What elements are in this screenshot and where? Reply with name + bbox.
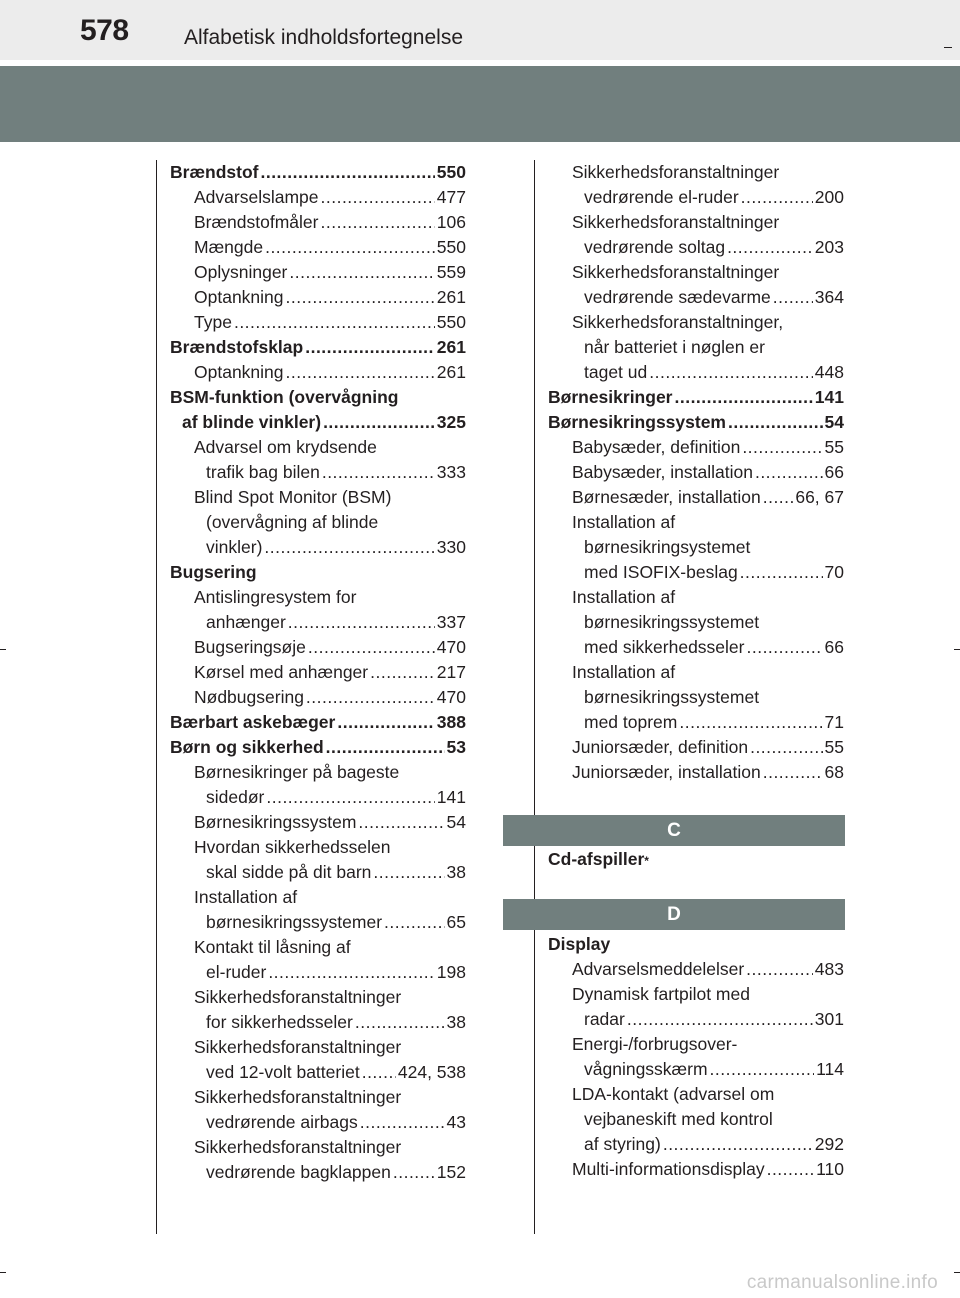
index-entry bbox=[170, 660, 466, 685]
entry-text: Dynamisk fartpilot med bbox=[572, 984, 750, 1004]
entry-text: for sikkerhedsseler bbox=[206, 1012, 353, 1032]
column-divider-left bbox=[156, 160, 157, 1234]
entry-page: 66 bbox=[824, 462, 844, 482]
entry-page: 198 bbox=[436, 962, 466, 982]
index-entry bbox=[548, 1132, 844, 1157]
entry-page: 71 bbox=[824, 712, 844, 732]
index-entry bbox=[548, 685, 844, 710]
index-entry bbox=[170, 360, 466, 385]
crop-mark bbox=[0, 1272, 6, 1273]
crop-mark bbox=[0, 649, 6, 650]
dot-leader bbox=[355, 1010, 445, 1035]
entry-text: Babysæder, definition bbox=[572, 437, 741, 457]
entry-text: vinkler) bbox=[206, 537, 263, 557]
index-entry bbox=[170, 485, 466, 510]
index-entry bbox=[170, 160, 466, 185]
entry-text: Installation af bbox=[572, 512, 676, 532]
column-divider-right bbox=[534, 160, 535, 1234]
index-entry bbox=[548, 735, 844, 760]
entry-text: radar bbox=[584, 1009, 625, 1029]
index-entry bbox=[548, 285, 844, 310]
index-entry bbox=[170, 860, 466, 885]
index-column-left bbox=[170, 160, 466, 1185]
dot-leader bbox=[362, 1060, 396, 1085]
dot-leader bbox=[755, 460, 823, 485]
dot-leader bbox=[384, 910, 445, 935]
entry-text: af styring) bbox=[584, 1134, 661, 1154]
index-entry bbox=[548, 635, 844, 660]
crop-mark bbox=[954, 649, 960, 650]
dot-leader bbox=[627, 1007, 813, 1032]
dot-leader bbox=[742, 435, 822, 460]
entry-text: børnesikringssystemet bbox=[584, 612, 760, 632]
entry-page: 483 bbox=[814, 959, 844, 979]
index-entry bbox=[548, 535, 844, 560]
entry-text: Energi-/forbrugsover- bbox=[572, 1034, 738, 1054]
entry-text: børnesikringssystemet bbox=[584, 687, 760, 707]
index-entry bbox=[548, 932, 844, 957]
entry-text: Kørsel med anhænger bbox=[194, 662, 369, 682]
entry-text: Advarselslampe bbox=[194, 187, 319, 207]
page-number: 578 bbox=[80, 14, 129, 47]
dot-leader bbox=[393, 1160, 435, 1185]
index-entry bbox=[548, 610, 844, 635]
index-entry bbox=[170, 335, 466, 360]
entry-text: Bærbart askebæger bbox=[170, 712, 336, 732]
index-entry bbox=[170, 1035, 466, 1060]
entry-text: Sikkerhedsforanstaltninger bbox=[194, 987, 402, 1007]
entry-text: Kontakt til låsning af bbox=[194, 937, 351, 957]
entry-text: Sikkerhedsforanstaltninger bbox=[572, 162, 780, 182]
entry-text: Børnesæder, installation bbox=[572, 487, 761, 507]
entry-text: Bugsering bbox=[170, 562, 257, 582]
entry-text: børnesikringsystemet bbox=[584, 537, 751, 557]
entry-page: 550 bbox=[436, 312, 466, 332]
index-entry bbox=[170, 185, 466, 210]
entry-text: Multi-informationsdisplay bbox=[572, 1159, 765, 1179]
dot-leader bbox=[286, 360, 435, 385]
section-d-entries bbox=[548, 932, 844, 1182]
dot-leader bbox=[326, 735, 445, 760]
index-entry bbox=[548, 310, 844, 335]
entry-text: Installation af bbox=[572, 662, 676, 682]
entry-text: Brændstofsklap bbox=[170, 337, 304, 357]
dot-leader bbox=[727, 235, 813, 260]
dot-leader bbox=[286, 285, 435, 310]
dot-leader bbox=[763, 760, 823, 785]
entry-text: vedrørende soltag bbox=[584, 237, 726, 257]
index-entry bbox=[170, 210, 466, 235]
entry-text: Børnesikringer på bageste bbox=[194, 762, 400, 782]
index-entry bbox=[170, 310, 466, 335]
entry-text: anhænger bbox=[206, 612, 286, 632]
index-entry bbox=[548, 210, 844, 235]
entry-text: Display bbox=[548, 934, 611, 954]
entry-page: 292 bbox=[814, 1134, 844, 1154]
dot-leader bbox=[321, 210, 435, 235]
entry-page: 114 bbox=[816, 1059, 844, 1079]
dot-leader bbox=[308, 635, 435, 660]
index-entry bbox=[170, 1010, 466, 1035]
index-entry bbox=[170, 910, 466, 935]
entry-text: Type bbox=[194, 312, 232, 332]
index-entry bbox=[170, 235, 466, 260]
entry-page: 550 bbox=[436, 162, 466, 182]
index-entry bbox=[548, 510, 844, 535]
index-entry bbox=[170, 760, 466, 785]
entry-page: 559 bbox=[436, 262, 466, 282]
dot-leader bbox=[710, 1057, 815, 1082]
index-entry bbox=[170, 410, 466, 435]
index-entry bbox=[548, 760, 844, 785]
entry-text: Sikkerhedsforanstaltninger bbox=[194, 1137, 402, 1157]
crop-mark bbox=[944, 47, 952, 48]
entry-page: 261 bbox=[436, 337, 466, 357]
entry-text: børnesikringssystemer bbox=[206, 912, 383, 932]
index-entry bbox=[170, 610, 466, 635]
dot-leader bbox=[763, 485, 794, 510]
entry-page: 43 bbox=[446, 1112, 466, 1132]
entry-text: (overvågning af blinde bbox=[206, 512, 379, 532]
entry-text: Brændstof bbox=[170, 162, 259, 182]
header-band bbox=[0, 66, 960, 142]
entry-text: vedrørende airbags bbox=[206, 1112, 358, 1132]
index-entry bbox=[170, 285, 466, 310]
index-entry bbox=[170, 935, 466, 960]
index-entry bbox=[170, 560, 466, 585]
dot-leader bbox=[360, 1110, 445, 1135]
entry-text: LDA-kontakt (advarsel om bbox=[572, 1084, 775, 1104]
entry-page: 470 bbox=[436, 637, 466, 657]
dot-leader bbox=[358, 810, 444, 835]
dot-leader bbox=[305, 335, 435, 360]
entry-text: Cd-afspiller bbox=[548, 849, 645, 869]
dot-leader bbox=[649, 360, 813, 385]
entry-text: Børnesikringer bbox=[548, 387, 673, 407]
entry-page: 448 bbox=[814, 362, 844, 382]
page-title: Alfabetisk indholdsfortegnelse bbox=[184, 26, 464, 49]
index-entry bbox=[548, 1107, 844, 1132]
index-entry bbox=[170, 885, 466, 910]
dot-leader bbox=[322, 460, 435, 485]
dot-leader bbox=[264, 535, 434, 560]
dot-leader bbox=[746, 957, 813, 982]
dot-leader bbox=[289, 260, 434, 285]
entry-page: 388 bbox=[436, 712, 466, 732]
index-entry bbox=[170, 260, 466, 285]
dot-leader bbox=[773, 285, 813, 310]
entry-text: Bugseringsøje bbox=[194, 637, 306, 657]
entry-page: 66 bbox=[824, 637, 844, 657]
entry-page: 54 bbox=[824, 412, 844, 432]
dot-leader bbox=[679, 710, 822, 735]
entry-text: af blinde vinkler) bbox=[182, 412, 322, 432]
index-entry bbox=[170, 1160, 466, 1185]
entry-text: Børnesikringssystem bbox=[548, 412, 726, 432]
dot-leader bbox=[728, 410, 823, 435]
entry-page: 68 bbox=[824, 762, 844, 782]
entry-page: 470 bbox=[436, 687, 466, 707]
index-entry bbox=[170, 835, 466, 860]
entry-text: med ISOFIX-beslag bbox=[584, 562, 738, 582]
entry-text: Advarsel om krydsende bbox=[194, 437, 377, 457]
entry-text: Sikkerhedsforanstaltninger bbox=[194, 1087, 402, 1107]
entry-text: Optankning bbox=[194, 287, 284, 307]
dot-leader bbox=[663, 1132, 813, 1157]
index-entry bbox=[170, 735, 466, 760]
index-entry bbox=[548, 660, 844, 685]
index-entry bbox=[170, 385, 466, 410]
entry-page: 38 bbox=[446, 1012, 466, 1032]
index-entry bbox=[548, 982, 844, 1007]
entry-page: 337 bbox=[436, 612, 466, 632]
index-entry bbox=[170, 435, 466, 460]
index-entry bbox=[548, 160, 844, 185]
index-entry bbox=[170, 685, 466, 710]
entry-text: Sikkerhedsforanstaltninger, bbox=[572, 312, 784, 332]
entry-page: 261 bbox=[436, 287, 466, 307]
index-entry bbox=[170, 1135, 466, 1160]
entry-text: Brændstofmåler bbox=[194, 212, 319, 232]
entry-page: 424, 538 bbox=[397, 1062, 466, 1082]
index-entry bbox=[548, 485, 844, 510]
entry-text: Juniorsæder, definition bbox=[572, 737, 749, 757]
dot-leader bbox=[337, 710, 434, 735]
entry-page: 217 bbox=[436, 662, 466, 682]
index-entry bbox=[170, 785, 466, 810]
index-entry bbox=[170, 585, 466, 610]
dot-leader bbox=[767, 1157, 815, 1182]
index-entry bbox=[170, 1085, 466, 1110]
index-entry bbox=[548, 235, 844, 260]
index-entry bbox=[548, 1007, 844, 1032]
entry-page: 364 bbox=[814, 287, 844, 307]
index-entry bbox=[548, 957, 844, 982]
entry-text: vejbaneskift med kontrol bbox=[584, 1109, 773, 1129]
entry-text: Babysæder, installation bbox=[572, 462, 753, 482]
dot-leader bbox=[323, 410, 435, 435]
index-entry bbox=[170, 960, 466, 985]
index-entry bbox=[170, 635, 466, 660]
index-entry bbox=[548, 1082, 844, 1107]
entry-text: Antislingresystem for bbox=[194, 587, 357, 607]
entry-page: 301 bbox=[814, 1009, 844, 1029]
index-entry bbox=[548, 1157, 844, 1182]
index-entry bbox=[548, 585, 844, 610]
dot-leader bbox=[321, 185, 435, 210]
entry-text: vedrørende bagklappen bbox=[206, 1162, 391, 1182]
entry-page: 152 bbox=[436, 1162, 466, 1182]
dot-leader bbox=[260, 160, 434, 185]
entry-text: med sikkerhedsseler bbox=[584, 637, 745, 657]
index-entry bbox=[548, 260, 844, 285]
entry-text: Optankning bbox=[194, 362, 284, 382]
entry-page: 55 bbox=[824, 437, 844, 457]
entry-page: 53 bbox=[446, 737, 466, 757]
index-entry bbox=[548, 1032, 844, 1057]
dot-leader bbox=[370, 660, 435, 685]
entry-page: 261 bbox=[436, 362, 466, 382]
index-entry bbox=[548, 435, 844, 460]
entry-text: Sikkerhedsforanstaltninger bbox=[194, 1037, 402, 1057]
entry-page: 330 bbox=[436, 537, 466, 557]
index-column-right bbox=[548, 160, 844, 785]
dot-leader bbox=[373, 860, 444, 885]
entry-page: 66, 67 bbox=[795, 487, 844, 507]
entry-text: når batteriet i nøglen er bbox=[584, 337, 765, 357]
index-entry bbox=[170, 510, 466, 535]
dot-leader bbox=[674, 385, 812, 410]
entry-page: 106 bbox=[436, 212, 466, 232]
dot-leader bbox=[750, 735, 822, 760]
entry-text: Installation af bbox=[572, 587, 676, 607]
index-entry bbox=[170, 460, 466, 485]
entry-page: 38 bbox=[446, 862, 466, 882]
entry-text: Sikkerhedsforanstaltninger bbox=[572, 262, 780, 282]
section-c-entries bbox=[548, 847, 844, 872]
index-entry bbox=[548, 385, 844, 410]
entry-text: Blind Spot Monitor (BSM) bbox=[194, 487, 392, 507]
entry-text: Børnesikringssystem bbox=[194, 812, 357, 832]
entry-text: Sikkerhedsforanstaltninger bbox=[572, 212, 780, 232]
entry-text: taget ud bbox=[584, 362, 648, 382]
index-entry bbox=[170, 1060, 466, 1085]
entry-page: 200 bbox=[814, 187, 844, 207]
index-entry bbox=[548, 185, 844, 210]
entry-text: Advarselsmeddelelser bbox=[572, 959, 745, 979]
entry-footnote-mark: * bbox=[644, 854, 649, 868]
dot-leader bbox=[234, 310, 435, 335]
index-entry bbox=[170, 710, 466, 735]
entry-text: Børn og sikkerhed bbox=[170, 737, 324, 757]
dot-leader bbox=[266, 785, 434, 810]
entry-text: trafik bag bilen bbox=[206, 462, 320, 482]
dot-leader bbox=[306, 685, 435, 710]
dot-leader bbox=[268, 960, 434, 985]
entry-text: vedrørende sædevarme bbox=[584, 287, 771, 307]
entry-text: Hvordan sikkerhedsselen bbox=[194, 837, 391, 857]
entry-text: Nødbugsering bbox=[194, 687, 304, 707]
entry-page: 70 bbox=[824, 562, 844, 582]
entry-text: Installation af bbox=[194, 887, 298, 907]
index-entry bbox=[548, 847, 844, 872]
entry-page: 141 bbox=[814, 387, 844, 407]
entry-page: 477 bbox=[436, 187, 466, 207]
section-letter-d: D bbox=[503, 899, 845, 930]
index-entry bbox=[170, 535, 466, 560]
watermark: carmanualsonline.info bbox=[746, 1272, 938, 1293]
entry-text: ved 12-volt batteriet bbox=[206, 1062, 360, 1082]
index-entry bbox=[170, 810, 466, 835]
dot-leader bbox=[740, 560, 823, 585]
index-entry bbox=[170, 985, 466, 1010]
index-entry bbox=[548, 460, 844, 485]
index-entry bbox=[548, 560, 844, 585]
dot-leader bbox=[288, 610, 435, 635]
entry-text: vågningsskærm bbox=[584, 1059, 708, 1079]
entry-page: 110 bbox=[816, 1159, 844, 1179]
dot-leader bbox=[741, 185, 813, 210]
entry-text: BSM-funktion (overvågning bbox=[170, 387, 399, 407]
entry-text: Oplysninger bbox=[194, 262, 288, 282]
index-entry bbox=[170, 1110, 466, 1135]
entry-page: 325 bbox=[436, 412, 466, 432]
entry-page: 550 bbox=[436, 237, 466, 257]
section-letter-c: C bbox=[503, 815, 845, 846]
entry-page: 203 bbox=[814, 237, 844, 257]
entry-text: sidedør bbox=[206, 787, 265, 807]
dot-leader bbox=[746, 635, 822, 660]
dot-leader bbox=[265, 235, 435, 260]
index-entry bbox=[548, 710, 844, 735]
entry-page: 333 bbox=[436, 462, 466, 482]
crop-mark bbox=[954, 1272, 960, 1273]
entry-text: Mængde bbox=[194, 237, 264, 257]
index-entry bbox=[548, 360, 844, 385]
entry-page: 54 bbox=[446, 812, 466, 832]
entry-text: el-ruder bbox=[206, 962, 267, 982]
entry-text: Juniorsæder, installation bbox=[572, 762, 761, 782]
entry-text: vedrørende el-ruder bbox=[584, 187, 739, 207]
entry-page: 65 bbox=[446, 912, 466, 932]
entry-text: med toprem bbox=[584, 712, 678, 732]
index-entry bbox=[548, 410, 844, 435]
index-entry bbox=[548, 1057, 844, 1082]
index-entry bbox=[548, 335, 844, 360]
entry-page: 141 bbox=[436, 787, 466, 807]
page-header bbox=[0, 0, 960, 60]
entry-text: skal sidde på dit barn bbox=[206, 862, 372, 882]
entry-page: 55 bbox=[824, 737, 844, 757]
